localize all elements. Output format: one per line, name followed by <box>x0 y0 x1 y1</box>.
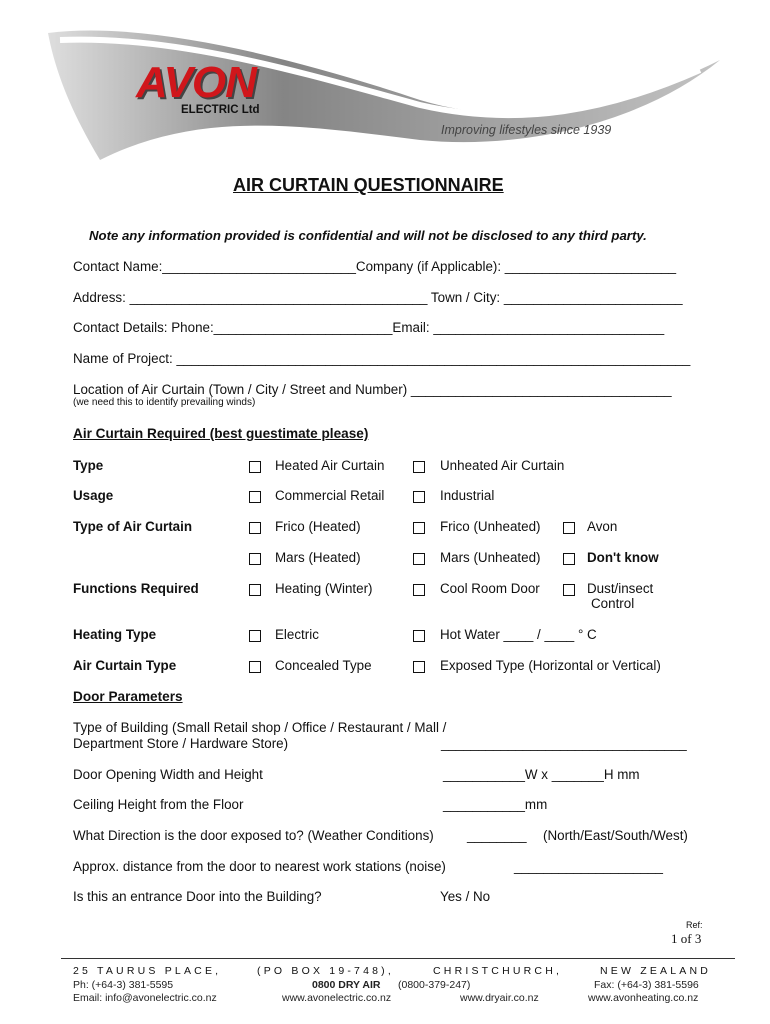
option-unheated: Unheated Air Curtain <box>440 458 565 473</box>
location-hint: (we need this to identify prevailing winds) <box>73 397 256 408</box>
checkbox-hot-water[interactable] <box>413 630 425 642</box>
width-answer[interactable]: ___________W x _______H mm <box>443 767 640 782</box>
checkbox-mars-unheated[interactable] <box>413 553 425 565</box>
checkbox-industrial[interactable] <box>413 491 425 503</box>
row-label-air-curtain-type: Air Curtain Type <box>73 658 177 673</box>
checkbox-heating-winter[interactable] <box>249 584 261 596</box>
section-door-heading: Door Parameters <box>73 689 183 704</box>
contact-details-line[interactable]: Contact Details: Phone:________________________Email: _______________________________ <box>73 320 665 335</box>
checkbox-exposed[interactable] <box>413 661 425 673</box>
avon-logo <box>136 58 256 108</box>
checkbox-concealed[interactable] <box>249 661 261 673</box>
row-label-functions: Functions Required <box>73 581 199 596</box>
footer-rule <box>61 958 735 959</box>
building-answer[interactable]: _________________________________ <box>441 736 687 751</box>
footer-address-1: 25 TAURUS PLACE, <box>73 965 222 977</box>
footer-address-2: (PO BOX 19-748), <box>257 965 394 977</box>
direction-question: What Direction is the door exposed to? (Weather Conditions) <box>73 828 434 843</box>
row-label-usage: Usage <box>73 488 114 503</box>
row-label-type-of-curtain: Type of Air Curtain <box>73 519 193 534</box>
tagline: Improving lifestyles since 1939 <box>441 123 612 137</box>
ceiling-question: Ceiling Height from the Floor <box>73 797 244 812</box>
footer-address-4: NEW ZEALAND <box>600 965 712 977</box>
entrance-answer[interactable]: Yes / No <box>440 889 491 904</box>
logo-text: AVON <box>136 58 256 107</box>
option-frico-heated: Frico (Heated) <box>275 519 361 534</box>
option-dont-know: Don't know <box>587 550 659 565</box>
option-exposed: Exposed Type (Horizontal or Vertical) <box>440 658 661 673</box>
direction-hint: (North/East/South/West) <box>543 828 688 843</box>
width-question: Door Opening Width and Height <box>73 767 263 782</box>
footer-dryair: 0800 DRY AIR <box>312 979 381 991</box>
footer-phone: Ph: (+64-3) 381-5595 <box>73 979 174 991</box>
checkbox-frico-heated[interactable] <box>249 522 261 534</box>
confidential-note: Note any information provided is confidential and will not be disclosed to any third party. <box>89 228 647 243</box>
checkbox-electric[interactable] <box>249 630 261 642</box>
checkbox-mars-heated[interactable] <box>249 553 261 565</box>
checkbox-unheated[interactable] <box>413 461 425 473</box>
section-air-curtain-heading: Air Curtain Required (best guestimate please) <box>73 426 369 441</box>
checkbox-frico-unheated[interactable] <box>413 522 425 534</box>
option-hot-water: Hot Water ____ / ____ ° C <box>440 627 597 642</box>
option-heating-winter: Heating (Winter) <box>275 581 373 596</box>
footer-address-3: CHRISTCHURCH, <box>433 965 563 977</box>
direction-answer[interactable]: ________ <box>467 828 527 843</box>
option-dust-insect: Dust/insect <box>587 581 654 596</box>
option-concealed: Concealed Type <box>275 658 372 673</box>
page-title: AIR CURTAIN QUESTIONNAIRE <box>233 175 504 195</box>
distance-answer[interactable]: ____________________ <box>514 859 663 874</box>
distance-question: Approx. distance from the door to nearest work stations (noise) <box>73 859 446 874</box>
footer-dryair-number: (0800-379-247) <box>398 979 471 991</box>
logo-subtitle: ELECTRIC Ltd <box>181 104 260 116</box>
option-electric: Electric <box>275 627 319 642</box>
building-question-1: Type of Building (Small Retail shop / Office / Restaurant / Mall / <box>73 720 447 735</box>
option-mars-heated: Mars (Heated) <box>275 550 361 565</box>
checkbox-cool-room[interactable] <box>413 584 425 596</box>
contact-name-line[interactable]: Contact Name:__________________________Company (if Applicable): _______________________ <box>73 259 677 274</box>
checkbox-avon[interactable] <box>563 522 575 534</box>
option-industrial: Industrial <box>440 488 495 503</box>
entrance-question: Is this an entrance Door into the Building? <box>73 889 322 904</box>
checkbox-heated[interactable] <box>249 461 261 473</box>
footer-web-avonelectric[interactable]: www.avonelectric.co.nz <box>282 992 392 1004</box>
ref-label: Ref: <box>686 920 703 930</box>
footer-fax: Fax: (+64-3) 381-5596 <box>594 979 699 991</box>
row-label-heating-type: Heating Type <box>73 627 157 642</box>
row-label-type: Type <box>73 458 104 473</box>
checkbox-dust-insect[interactable] <box>563 584 575 596</box>
ceiling-answer[interactable]: ___________mm <box>443 797 548 812</box>
option-frico-unheated: Frico (Unheated) <box>440 519 541 534</box>
header-swoosh <box>0 0 770 170</box>
page-number: 1 of 3 <box>671 931 702 946</box>
option-cool-room: Cool Room Door <box>440 581 540 596</box>
footer-web-avonheating[interactable]: www.avonheating.co.nz <box>588 992 699 1004</box>
option-mars-unheated: Mars (Unheated) <box>440 550 541 565</box>
location-line[interactable]: Location of Air Curtain (Town / City / Street and Number) ___________________________________ <box>73 382 672 397</box>
checkbox-commercial[interactable] <box>249 491 261 503</box>
option-heated: Heated Air Curtain <box>275 458 385 473</box>
checkbox-dont-know[interactable] <box>563 553 575 565</box>
address-line[interactable]: Address: ________________________________________ Town / City: ________________________ <box>73 290 683 305</box>
footer-web-dryair[interactable]: www.dryair.co.nz <box>460 992 539 1004</box>
footer-email[interactable]: Email: info@avonelectric.co.nz <box>73 992 217 1004</box>
option-dust-insect-control: Control <box>591 596 635 611</box>
option-commercial: Commercial Retail <box>275 488 385 503</box>
option-avon: Avon <box>587 519 618 534</box>
project-name-line[interactable]: Name of Project: _____________________________________________________________________ <box>73 351 691 366</box>
building-question-2: Department Store / Hardware Store) <box>73 736 289 751</box>
